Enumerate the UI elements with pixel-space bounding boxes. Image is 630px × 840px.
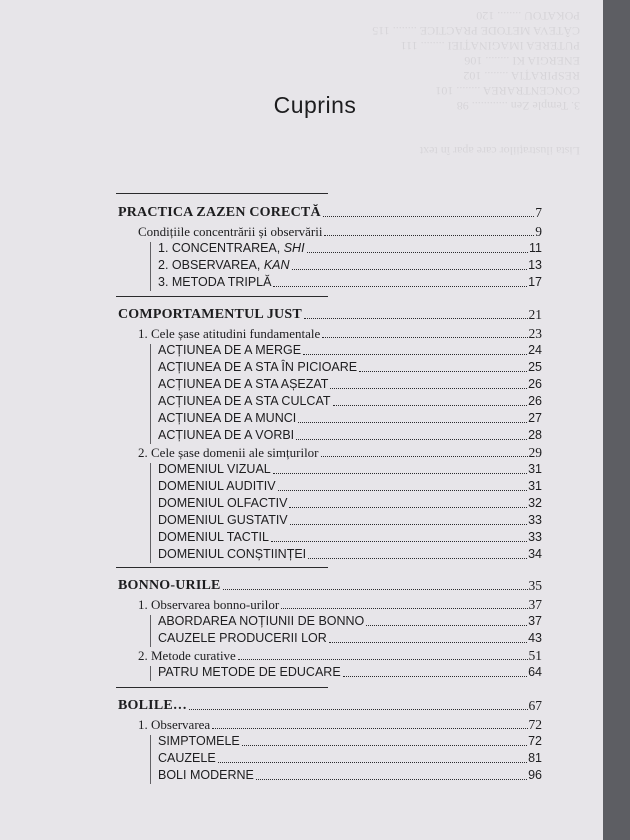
dot-leader <box>321 456 528 457</box>
toc-entry[interactable] <box>138 444 542 461</box>
toc-page-number: 51 <box>528 648 542 663</box>
dot-leader <box>273 286 527 287</box>
label-italic-term: SHI <box>283 241 305 255</box>
toc-section-label: BOLILE… <box>118 698 188 713</box>
toc-subentry[interactable] <box>158 257 542 274</box>
toc-page-number: 72 <box>528 734 542 748</box>
dot-leader <box>322 337 527 338</box>
toc-subentry-label <box>158 410 296 427</box>
toc-subentry-label <box>158 342 301 359</box>
toc-subentry-label <box>158 495 287 512</box>
toc-subentry[interactable] <box>158 342 542 359</box>
label-text: 3. METODA TRIPLĂ <box>158 275 272 289</box>
dot-leader <box>304 318 528 319</box>
toc-page-number: 34 <box>528 547 542 561</box>
toc-subentry-label <box>158 427 294 444</box>
toc-subentry[interactable] <box>158 750 542 767</box>
toc-page-number: 33 <box>528 530 542 544</box>
toc-page-number: 67 <box>528 698 542 713</box>
toc-entry-label <box>138 647 236 664</box>
toc-subentry[interactable] <box>158 240 542 257</box>
toc-page-number: 7 <box>535 205 542 220</box>
toc-page-number: 26 <box>528 377 542 391</box>
toc-subentry[interactable] <box>158 495 542 512</box>
dot-leader <box>296 439 527 440</box>
toc-section-heading[interactable] <box>118 204 542 221</box>
toc-subentry[interactable] <box>158 529 542 546</box>
toc-section-label: BONNO-URILE <box>118 578 221 593</box>
label-text: DOMENIUL TACTIL <box>158 530 269 544</box>
label-text: DOMENIUL VIZUAL <box>158 462 271 476</box>
dot-leader <box>292 269 528 270</box>
label-text: 2. Cele șase domenii ale simțurilor <box>138 445 319 460</box>
toc-subentry-label <box>158 733 240 750</box>
toc-subentry-label <box>158 240 305 257</box>
indent-guide <box>150 242 151 291</box>
toc-subentry[interactable] <box>158 733 542 750</box>
toc-section-heading[interactable] <box>118 306 542 323</box>
toc-page-number: 31 <box>528 479 542 493</box>
dot-leader <box>242 745 527 746</box>
indent-guide <box>150 735 151 784</box>
toc-page-number: 26 <box>528 394 542 408</box>
label-text: DOMENIUL AUDITIV <box>158 479 276 493</box>
label-text: Condițiile concentrării și observării <box>138 224 323 239</box>
label-text: ACȚIUNEA DE A STA AȘEZAT <box>158 377 329 391</box>
indent-guide <box>150 344 151 444</box>
toc-subentry-label <box>158 630 327 647</box>
toc-subentry[interactable] <box>158 613 542 630</box>
dot-leader <box>323 216 534 217</box>
dot-leader <box>329 642 527 643</box>
toc-page-number: 32 <box>528 496 542 510</box>
toc-entry-label <box>138 223 322 240</box>
toc-subentry-label <box>158 750 216 767</box>
toc-page-number: 24 <box>528 343 542 357</box>
dot-leader <box>223 589 528 590</box>
toc-page-number: 11 <box>529 241 542 255</box>
toc-subentry[interactable] <box>158 359 542 376</box>
toc-page-number: 27 <box>528 411 542 425</box>
toc-page-number: 64 <box>528 665 542 679</box>
toc-subentry[interactable] <box>158 274 542 291</box>
dot-leader <box>308 558 527 559</box>
toc-entry[interactable] <box>138 325 542 342</box>
label-text: ACȚIUNEA DE A MERGE <box>158 343 302 357</box>
label-text: 2. Metode curative <box>138 648 236 663</box>
label-text: ABORDAREA NOȚIUNII DE BONNO <box>158 614 365 628</box>
toc-entry[interactable] <box>138 716 542 733</box>
dot-leader <box>212 728 527 729</box>
toc-page-number: 81 <box>528 751 542 765</box>
toc-subentry[interactable] <box>158 546 542 563</box>
label-text: BOLI MODERNE <box>158 768 254 782</box>
toc-subentry-label <box>158 512 288 529</box>
dot-leader <box>278 490 527 491</box>
dot-leader <box>307 252 528 253</box>
dot-leader <box>238 659 528 660</box>
label-text: CAUZELE <box>158 751 216 765</box>
dot-leader <box>189 709 527 710</box>
dot-leader <box>218 762 527 763</box>
toc-subentry[interactable] <box>158 393 542 410</box>
show-through-text: Lista ilustrațiilor care apar în text 3. Temple Zen ............ 98 CONCENTRAREA ........ 101 RESPIRAȚIA ........ 102 ENERGIA KI ........ 106 PUTEREA IMAGINAȚIEI ........ 111 CÂTEVA METODE PRACTICE ........ 115 POKATOU ........ 120 <box>372 9 580 158</box>
toc-subentry-label <box>158 767 254 784</box>
toc-entry[interactable] <box>138 223 542 240</box>
section-rule <box>116 687 328 688</box>
toc-entry[interactable] <box>138 647 542 664</box>
toc-page-number: 37 <box>528 614 542 628</box>
toc-subentry[interactable] <box>158 410 542 427</box>
dot-leader <box>366 625 527 626</box>
toc-page-number: 37 <box>528 597 542 612</box>
label-text: 1. Cele șase atitudini fundamentale <box>138 326 321 341</box>
toc-subentry[interactable] <box>158 427 542 444</box>
toc-entry-label <box>138 596 279 613</box>
label-text: ACȚIUNEA DE A MUNCI <box>158 411 297 425</box>
toc-subentry-label <box>158 257 290 274</box>
dot-leader <box>273 473 527 474</box>
dot-leader <box>289 507 527 508</box>
dot-leader <box>333 405 528 406</box>
label-text: ACȚIUNEA DE A STA CULCAT <box>158 394 331 408</box>
toc-subentry[interactable] <box>158 461 542 478</box>
toc-subentry-label <box>158 376 328 393</box>
toc-subentry-label <box>158 478 276 495</box>
toc-page-number: 31 <box>528 462 542 476</box>
toc-section-heading[interactable] <box>118 697 542 714</box>
dot-leader <box>256 779 527 780</box>
toc-subentry[interactable] <box>158 767 542 784</box>
label-text: ACȚIUNEA DE A VORBI <box>158 428 295 442</box>
toc-entry-label <box>138 325 320 342</box>
label-text: SIMPTOMELE <box>158 734 240 748</box>
toc-subentry-label <box>158 461 271 478</box>
toc-subentry-label <box>158 529 269 546</box>
toc-subentry-label <box>158 274 271 291</box>
label-text: 2. OBSERVAREA, <box>158 258 264 272</box>
toc-section-label: COMPORTAMENTUL JUST <box>118 307 302 322</box>
section-rule <box>116 567 328 568</box>
dot-leader <box>303 354 527 355</box>
toc-page-number: 72 <box>528 717 542 732</box>
toc-section-heading[interactable] <box>118 577 542 594</box>
label-text: DOMENIUL CONȘTIINȚEI <box>158 547 307 561</box>
toc-subentry[interactable] <box>158 630 542 647</box>
label-text: DOMENIUL OLFACTIV <box>158 496 288 510</box>
dot-leader <box>281 608 527 609</box>
toc-section-label: PRACTICA ZAZEN CORECTĂ <box>118 205 321 220</box>
indent-guide <box>150 666 151 681</box>
label-text: ACȚIUNEA DE A STA ÎN PICIOARE <box>158 360 358 374</box>
label-text: 1. CONCENTRAREA, <box>158 241 284 255</box>
toc-page-number: 43 <box>528 631 542 645</box>
toc-page-number: 28 <box>528 428 542 442</box>
toc-entry-label <box>138 444 319 461</box>
toc-subentry-label <box>158 393 331 410</box>
dot-leader <box>343 676 527 677</box>
indent-guide <box>150 463 151 563</box>
toc-page-number: 96 <box>528 768 542 782</box>
page-title: Cuprins <box>273 92 357 118</box>
toc-page-number: 33 <box>528 513 542 527</box>
label-italic-term: KAN <box>263 258 290 272</box>
toc-entry[interactable] <box>138 596 542 613</box>
toc-page-number: 17 <box>528 275 542 289</box>
dot-leader <box>359 371 527 372</box>
toc-subentry[interactable] <box>158 664 542 681</box>
toc-subentry-label <box>158 359 357 376</box>
dot-leader <box>298 422 527 423</box>
toc-page-number: 29 <box>528 445 542 460</box>
toc-page-number: 25 <box>528 360 542 374</box>
toc-subentry[interactable] <box>158 512 542 529</box>
label-text: 1. Observarea bonno-urilor <box>138 597 280 612</box>
label-text: 1. Observarea <box>138 717 211 732</box>
section-rule <box>116 193 328 194</box>
toc-page-number: 35 <box>528 578 542 593</box>
toc-subentry[interactable] <box>158 478 542 495</box>
dot-leader <box>271 541 527 542</box>
dot-leader <box>330 388 527 389</box>
toc-page-number: 21 <box>528 307 542 322</box>
toc-subentry-label <box>158 546 306 563</box>
section-rule <box>116 296 328 297</box>
toc-entry-label <box>138 716 210 733</box>
dot-leader <box>324 235 534 236</box>
toc-page-number: 13 <box>528 258 542 272</box>
indent-guide <box>150 615 151 647</box>
dot-leader <box>290 524 527 525</box>
toc-subentry-label <box>158 664 341 681</box>
toc-page-number: 23 <box>528 326 542 341</box>
label-text: PATRU METODE DE EDUCARE <box>158 665 341 679</box>
toc-subentry[interactable] <box>158 376 542 393</box>
label-text: CAUZELE PRODUCERII LOR <box>158 631 327 645</box>
label-text: DOMENIUL GUSTATIV <box>158 513 288 527</box>
toc-page-number: 9 <box>535 224 542 239</box>
toc-subentry-label <box>158 613 364 630</box>
